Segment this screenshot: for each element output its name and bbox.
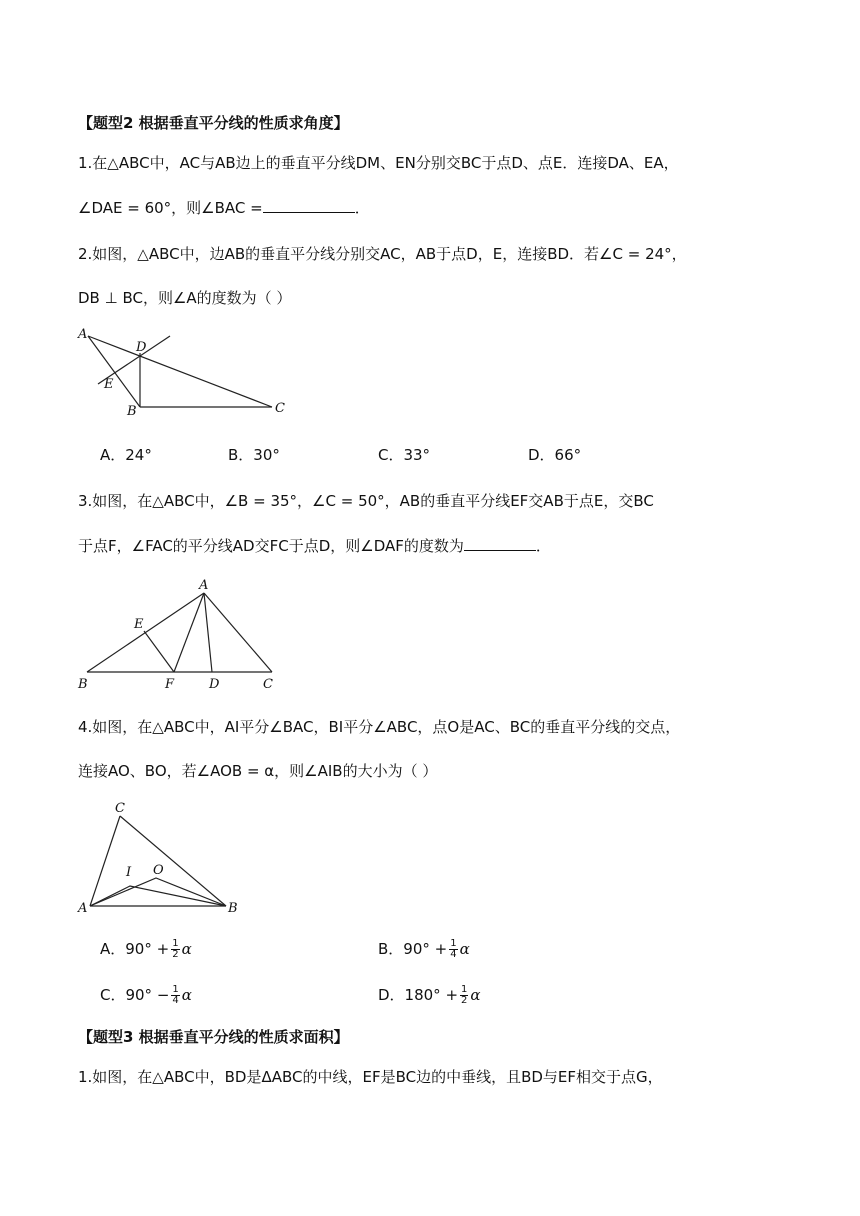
- q2-label-b: B: [127, 404, 137, 419]
- q4-line-bc: [120, 816, 226, 906]
- q4-option-d-suffix: α: [470, 986, 481, 1004]
- q4-option-d-den: 2: [461, 995, 468, 1006]
- q4-label-i: I: [126, 865, 132, 880]
- q2-option-d[interactable]: D．66°: [528, 446, 582, 464]
- q4-option-a-fraction: [171, 939, 179, 960]
- section-3-title: 【题型3 根据垂直平分线的性质求面积】: [78, 1028, 349, 1046]
- q4-label-c: C: [115, 801, 125, 816]
- q3-end: ．: [535, 537, 551, 555]
- q3-answer-blank[interactable]: [464, 534, 536, 551]
- q2-line-ac: [88, 336, 272, 407]
- q4-option-b-suffix: α: [459, 940, 470, 958]
- q4-option-b-num: 1: [450, 938, 457, 949]
- q4-option-a-suffix: α: [181, 940, 192, 958]
- q2-label-e: E: [104, 377, 114, 392]
- q3-line2-text: 于点F，∠FAC的平分线AD交FC于点D，则∠DAF的度数为: [78, 537, 464, 555]
- q3-line1: 3.如图，在△ABC中，∠B = 35°，∠C = 50°，AB的垂直平分线EF交AB于点E，交BC: [78, 492, 654, 510]
- q3-line-ac: [204, 593, 272, 672]
- section-2-title: 【题型2 根据垂直平分线的性质求角度】: [78, 114, 349, 132]
- q4-line2: 连接AO、BO，若∠AOB = α，则∠AIB的大小为（ ）: [78, 762, 438, 780]
- q4-line-ac: [90, 816, 120, 906]
- q1-line2-text: ∠DAE = 60°，则∠BAC =: [78, 199, 263, 217]
- q4-line1: 4.如图，在△ABC中，AI平分∠BAC，BI平分∠ABC，点O是AC、BC的垂直平分线的交点，: [78, 718, 681, 736]
- q2-figure: [70, 320, 310, 420]
- q2-option-a[interactable]: A．24°: [100, 446, 152, 464]
- q4-option-c-suffix: α: [181, 986, 192, 1004]
- q3-label-e: E: [134, 617, 144, 632]
- q4-option-b-den: 4: [450, 949, 457, 960]
- q4-option-c-num: 1: [172, 984, 179, 995]
- q4-option-a[interactable]: [100, 938, 192, 960]
- q4-option-a-den: 2: [172, 949, 179, 960]
- q3-label-c: C: [263, 677, 273, 692]
- q3-label-f: F: [165, 677, 175, 692]
- q1-line1: 1.在△ABC中，AC与AB边上的垂直平分线DM、EN分别交BC于点D、点E．连接DA、EA，: [78, 154, 679, 172]
- q4-option-b-fraction: [449, 939, 457, 960]
- q1-answer-blank[interactable]: [263, 196, 355, 213]
- q3-line-af: [174, 593, 204, 672]
- q3-figure: [72, 574, 292, 694]
- q2-option-c[interactable]: C．33°: [378, 446, 431, 464]
- q4-option-c-prefix: C．90° −: [100, 986, 170, 1004]
- s3-q1-line1: 1.如图，在△ABC中，BD是ΔABC的中线，EF是BC边的中垂线，且BD与EF相交于点G，: [78, 1068, 663, 1086]
- q2-option-b[interactable]: B．30°: [228, 446, 280, 464]
- q2-line2: DB ⊥ BC，则∠A的度数为（ ）: [78, 289, 292, 307]
- q2-label-d: D: [136, 340, 147, 355]
- q4-label-a: A: [78, 901, 88, 916]
- q2-label-c: C: [275, 401, 285, 416]
- q4-option-c-den: 4: [172, 995, 179, 1006]
- q4-option-b[interactable]: [378, 938, 470, 960]
- q3-label-b: B: [78, 677, 88, 692]
- q4-option-c[interactable]: [100, 984, 192, 1006]
- q4-option-b-prefix: B．90° +: [378, 940, 448, 958]
- q3-label-d: D: [209, 677, 220, 692]
- q2-line1: 2.如图，△ABC中，边AB的垂直平分线分别交AC，AB于点D，E，连接BD．若∠C = 24°，: [78, 245, 687, 263]
- q4-option-c-fraction: [171, 985, 179, 1006]
- q4-option-a-prefix: A．90° +: [100, 940, 170, 958]
- q4-figure: [72, 798, 252, 918]
- q3-line2: [78, 534, 551, 557]
- q3-label-a: A: [199, 578, 209, 593]
- q4-option-d[interactable]: [378, 984, 481, 1006]
- q4-label-b: B: [228, 901, 238, 916]
- q2-label-a: A: [78, 327, 88, 342]
- q1-line2: [78, 196, 370, 219]
- q4-option-d-prefix: D．180° +: [378, 986, 459, 1004]
- q3-line-ad: [204, 593, 212, 672]
- q3-line-ef: [144, 631, 174, 672]
- q1-end: ．: [354, 199, 370, 217]
- q4-option-a-num: 1: [172, 938, 179, 949]
- q4-label-o: O: [153, 863, 164, 878]
- q4-option-d-fraction: [460, 985, 468, 1006]
- q4-option-d-num: 1: [461, 984, 468, 995]
